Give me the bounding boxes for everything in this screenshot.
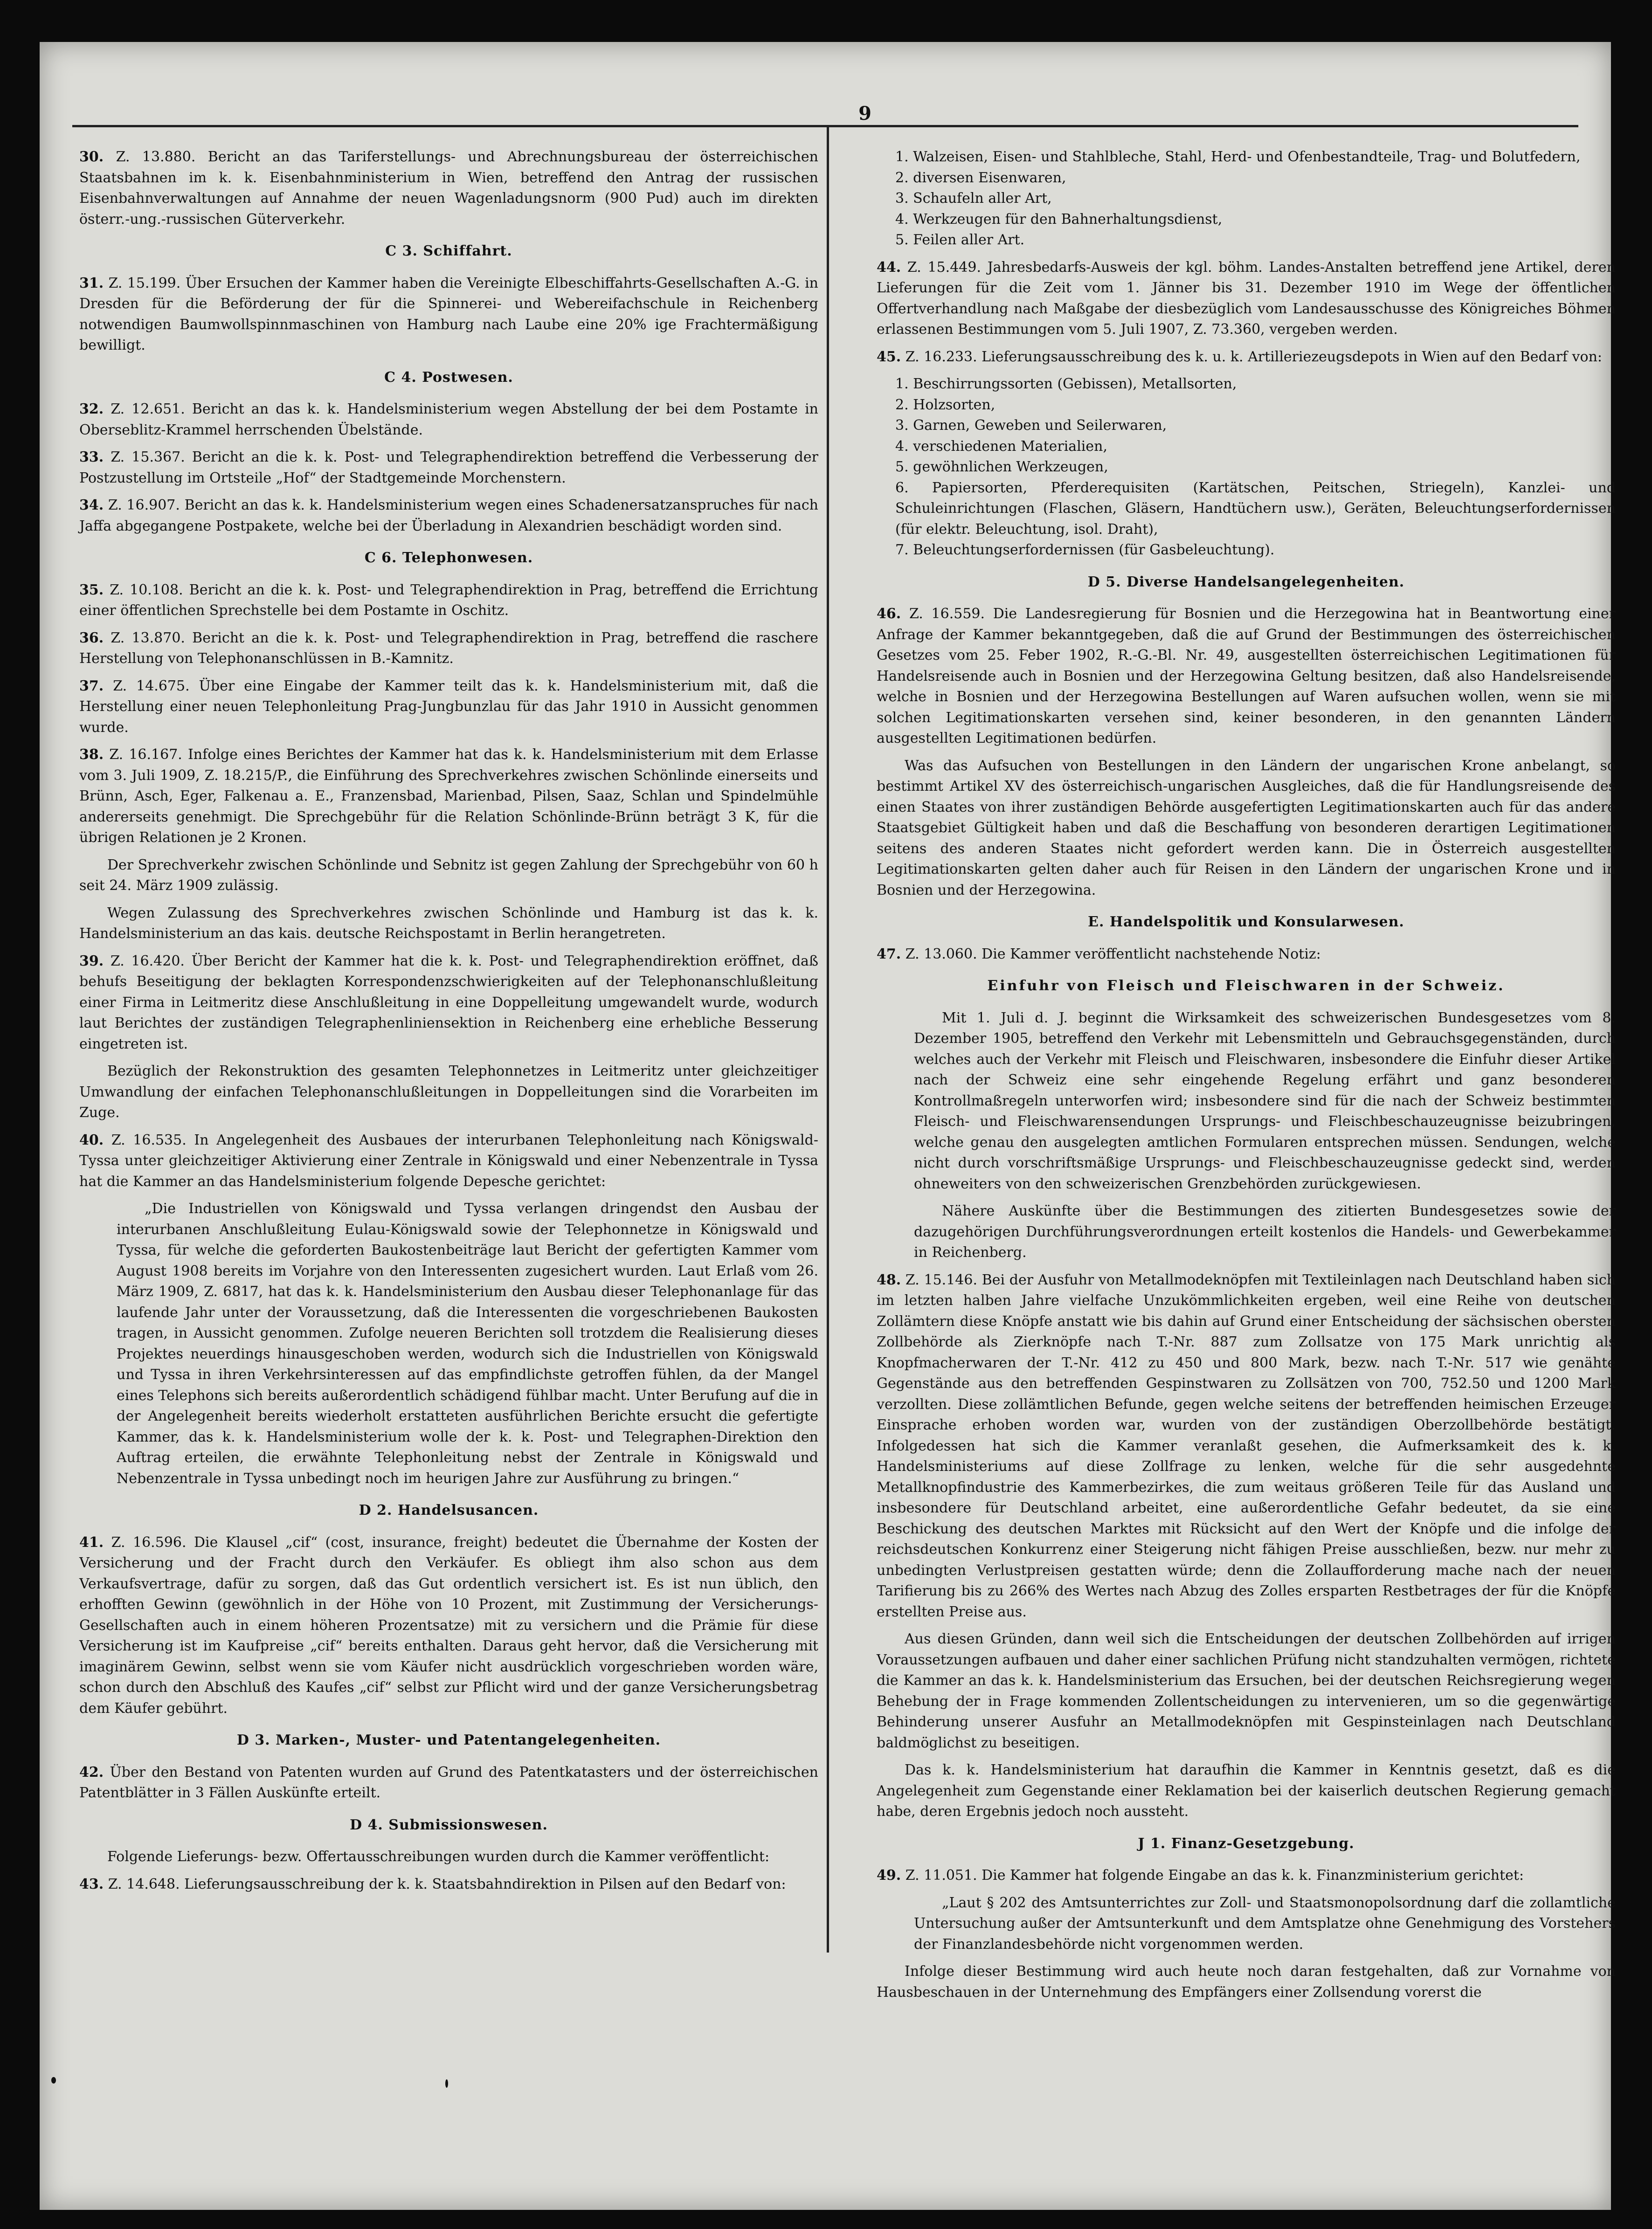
numbered-entry [79, 628, 818, 669]
numbered-entry [877, 944, 1616, 965]
numbered-entry [877, 257, 1616, 340]
header-rule [72, 125, 1578, 127]
numbered-entry [79, 1532, 818, 1719]
numbered-entry [79, 1874, 818, 1895]
paragraph: Was das Aufsuchen von Bestellungen in den Ländern der ungarischen Krone anbelangt, so bestimmt Artikel XV des österreichisch-ungarischen Ausgleiches, daß die für Handlungsreisende des einen Staates von ihrer zuständigen Behörde ausgefertigten Legitimationskarten auch für das andere Staatsgebiet Gültigkeit haben und daß die Beschaffung von besonderen derartigen Legitimationen seitens des anderen Staates nicht gefordert werden kann. Die in Österreich ausgestellten Legitimationskarten gelten daher auch für Reisen in den Ländern der ungarischen Krone und in Bosnien und der Herzegowina. [877, 757, 1616, 898]
section-heading: C 6. Telephonwesen. [364, 550, 533, 566]
section-heading: D 3. Marken-, Muster- und Patentangelegenheiten. [236, 1732, 661, 1748]
section-heading: C 4. Postwesen. [384, 369, 513, 386]
numbered-entry [79, 495, 818, 537]
entry-number: 45. [877, 348, 901, 365]
list-item: 5. Feilen aller Art. [895, 232, 1025, 248]
numbered-entry [79, 147, 818, 230]
list-item: 2. Holzsorten, [895, 396, 995, 413]
numbered-entry [79, 745, 818, 849]
paragraph: Folgende Lieferungs- bezw. Offertausschreibungen wurden durch die Kammer veröffentlicht: [107, 1849, 770, 1865]
list-item: 5. gewöhnlichen Werkzeugen, [895, 459, 1108, 475]
entry-number: 33. [79, 449, 104, 465]
numbered-entry [877, 1270, 1616, 1623]
entry-number: 30. [79, 149, 104, 165]
entry-number: 36. [79, 629, 104, 646]
entry-text: Z. 16.167. Infolge eines Berichtes der Kammer hat das k. k. Handelsministerium mit dem Erlasse vom 3. Juli 1909, Z. 18.215/P., die Einführung des Sprechverkehres zwischen Schönlinde einerseits und Brünn, Asch, Eger, Falkenau a. E., Franzensbad, Marienbad, Pilsen, Saaz, Schlan und Spindelmühle andererseits genehmigt. Die Sprechgebühr für die Relation Schönlinde-Brünn beträgt 3 K, für die übrigen Relationen je 2 Kronen. [79, 746, 818, 846]
entry-text: Z. 16.596. Die Klausel „cif“ (cost, insurance, freight) bedeutet die Übernahme der Kosten der Versicherung und der Fracht durch den Verkäufer. Es obliegt ihm also schon aus dem Verkaufsvertrage, dafür zu sorgen, daß das Gut ordentlich versichert ist. Es ist nun üblich, den erhofften Gewinn (gewöhnlich in der Höhe von 10 Prozent, mit Zustimmung der Versicherungs-Gesellschaften auch in einem höheren Prozentsatze) mit zu versichern und die Prämie für diese Versicherung ist im Kaufpreise „cif“ bereits enthalten. Daraus geht hervor, daß die Versicherung mit imaginärem Gewinn, selbst wenn sie vom Käufer nicht ausdrücklich vorgeschrieben worden wäre, schon durch den Abschluß des Kaufes „cif“ selbst zur Pflicht wird und der ganze Versicherungsbetrag dem Käufer gebührt. [79, 1534, 818, 1717]
quoted-text: „Die Industriellen von Königswald und Tyssa verlangen dringendst den Ausbau der interurbanen Anschlußleitung Eulau-Königswald sowie der Telephonnetze in Königswald und Tyssa, für welche die geforderten Baukostenbeiträge laut Bericht der gefertigten Kammer vom August 1908 bereits im Vorjahre von den Interessenten zugesichert wurden. Laut Erlaß vom 26. März 1909, Z. 6817, hat das k. k. Handelsministerium den Ausbau dieser Telephonanlage für das laufende Jahr unter der Voraussetzung, daß die Interessenten die vorgeschriebenen Baukosten tragen, in Aussicht genommen. Zufolge neueren Berichten soll trotzdem die Realisierung dieses Projektes neuerdings hinausgeschoben werden, wodurch sich die Industriellen von Königswald und Tyssa in ihren Verkehrsinteressen auf das empfindlichste getroffen fühlen, da der Mangel eines Telephons sich bereits außerordentlich schädigend fühlbar macht. Unter Berufung auf die in der Angelegenheit bereits wiederholt erstatteten ausführlichen Berichte ersucht die gefertigte Kammer, das k. k. Handelsministerium wolle der k. k. Post- und Telegraphen-Direktion den Auftrag erteilen, die erwähnte Telephonleitung nebst der Zentrale in Königswald und Nebenzentrale in Tyssa unbedingt noch im heurigen Jahre zur Ausführung zu bringen.“ [117, 1201, 818, 1487]
entry-text: Z. 14.648. Lieferungsausschreibung der k. k. Staatsbahndirektion in Pilsen auf den Bedarf von: [108, 1876, 786, 1892]
paragraph: Das k. k. Handelsministerium hat daraufhin die Kammer in Kenntnis gesetzt, daß es die Angelegenheit zum Gegenstande einer Reklamation bei der kaiserlich deutschen Regierung gemacht habe, deren Ergebnis jedoch noch aussteht. [877, 1762, 1616, 1820]
entry-text: Z. 16.420. Über Bericht der Kammer hat die k. k. Post- und Telegraphendirektion eröffnet, daß behufs Beseitigung der beklagten Korrespondenzschwierigkeiten auf der Telephonanschlußleitung einer Firma in Leitmeritz diese Anschlußleitung in eine Doppelleitung umgewandelt wurde, wodurch laut Berichtes der zuständigen Telegraphenliniensektion in Reichenberg eine erhebliche Besserung eingetreten ist. [79, 952, 818, 1052]
entry-number: 44. [877, 259, 901, 276]
entry-text: Z. 16.907. Bericht an das k. k. Handelsministerium wegen eines Schadenersatzanspruches für nach Jaffa abgegangene Postpakete, welche bei der Überladung in Alexandrien beschädigt worden sind. [79, 497, 818, 534]
entry-text: Z. 13.060. Die Kammer veröffentlicht nachstehende Notiz: [905, 945, 1321, 962]
list-item: 6. Papiersorten, Pferderequisiten (Kartätschen, Peitschen, Striegeln), Kanzlei- und Schuleinrichtungen (Flaschen, Gläsern, Handtüchern usw.), Geräten, Beleuchtungserfordernissen (für elektr. Beleuchtung, isol. Draht), [895, 479, 1616, 538]
paragraph: Wegen Zulassung des Sprechverkehres zwischen Schönlinde und Hamburg ist das k. k. Handelsministerium an das kais. deutsche Reichspostamt in Berlin herangetreten. [79, 904, 818, 942]
entry-number: 49. [877, 1867, 901, 1884]
list-item: 2. diversen Eisenwaren, [895, 169, 1066, 186]
list-item: 3. Garnen, Geweben und Seilerwaren, [895, 417, 1167, 434]
numbered-entry [79, 951, 818, 1055]
section-heading: D 4. Submissionswesen. [350, 1816, 548, 1833]
numbered-entry [79, 399, 818, 441]
entry-number: 32. [79, 401, 104, 417]
numbered-entry [79, 1130, 818, 1193]
section-heading: D 2. Handelsusancen. [359, 1502, 539, 1518]
entry-number: 41. [79, 1534, 104, 1551]
paragraph: Aus diesen Gründen, dann weil sich die Entscheidungen der deutschen Zollbehörden auf irrigen Voraussetzungen aufbauen und daher einer sachlichen Prüfung nicht standzuhalten vermögen, richtete die Kammer an das k. k. Handelsministerium das Ersuchen, bei der deutschen Reichsregierung wegen Behebung der in Frage kommenden Zollentscheidungen zu intervenieren, um so die gegenwärtige Behinderung unserer Ausfuhr an Metallmodeknöpfen mit Gespinsteinlagen nach Deutschland baldmöglichst zu beseitigen. [877, 1631, 1616, 1751]
numbered-entry [877, 347, 1616, 368]
quoted-text: Mit 1. Juli d. J. beginnt die Wirksamkeit des schweizerischen Bundesgesetzes vom 8. Dezember 1905, betreffend den Verkehr mit Lebensmitteln und Gebrauchsgegenständen, durch welches auch der Verkehr mit Fleisch und Fleischwaren, insbesondere die Einfuhr dieser Artikel nach der Schweiz eine sehr eingehende Regelung erfährt und ganz besonderen Kontrollmaßregeln unterworfen wird; insbesondere sind für die nach der Schweiz bestimmten Fleisch- und Fleischwarensendungen Ursprungs- und Fleischbeschauzeugnisse beizubringen, welche genau den ausgelegten amtlichen Formularen entsprechen müssen. Sendungen, welche nicht durch vorschriftsmäßige Ursprungs- und Fleischbeschauzeugnisse gedeckt sind, werden ohneweiters von den schweizerischen Grenzbehörden zurückgewiesen. [914, 1009, 1616, 1192]
list-item: 4. Werkzeugen für den Bahnerhaltungsdienst, [895, 211, 1223, 228]
list-item: 7. Beleuchtungserfordernissen (für Gasbeleuchtung). [895, 542, 1275, 558]
section-heading: J 1. Finanz-Gesetzgebung. [1138, 1835, 1355, 1852]
entry-text: Z. 13.870. Bericht an die k. k. Post- und Telegraphendirektion in Prag, betreffend die raschere Herstellung von Telephonanschlüssen in B.-Kamnitz. [79, 629, 818, 667]
column-divider [827, 125, 829, 1953]
entry-number: 31. [79, 275, 104, 291]
right-column [877, 147, 1616, 2009]
entry-text: Z. 12.651. Bericht an das k. k. Handelsministerium wegen Abstellung der bei dem Postamte in Oberseblitz-Krammel herrschenden Übelstände. [79, 401, 818, 438]
entry-number: 37. [79, 677, 104, 694]
entry-number: 40. [79, 1132, 104, 1148]
numbered-entry [79, 1762, 818, 1804]
entry-text: Über den Bestand von Patenten wurden auf Grund des Patentkatasters und der österreichischen Patentblätter in 3 Fällen Auskünfte erteilt. [79, 1764, 818, 1801]
entry-text: Z. 16.559. Die Landesregierung für Bosnien und die Herzegowina hat in Beantwortung einer Anfrage der Kammer bekanntgegeben, daß die auf Grund der Bestimmungen des österreichischen Gesetzes vom 25. Feber 1902, R.-G.-Bl. Nr. 49, ausgestellten österreichischen Legitimationen für Handelsreisende auch in Bosnien und der Herzegowina Geltung besitzen, daß also Handelsreisende, welche in Bosnien und der Herzegowina Bestellungen auf Waren aufsuchen wollen, wenn sie mit solchen Legitimationskarten versehen sind, keiner besonderen, in den genannten Ländern ausgestellten Legitimationen bedürfen. [877, 606, 1616, 746]
subheading: Einfuhr von Fleisch und Fleischwaren in der Schweiz. [987, 978, 1505, 994]
entry-text: Z. 13.880. Bericht an das Tariferstellungs- und Abrechnungsbureau der österreichischen Staatsbahnen im k. k. Eisenbahnministerium in Wien, betreffend den Antrag der russischen Eisenbahnverwaltungen auf Annahme der neuen Wagenladungsnorm (900 Pud) auch im direkten österr.-ung.-russischen Güterverkehr. [79, 149, 818, 228]
quoted-text: „Laut § 202 des Amtsunterrichtes zur Zoll- und Staatsmonopolsordnung darf die zollamtliche Untersuchung außer der Amtsunterkunft und dem Amtsplatze ohne Genehmigung des Vorstehers der Finanzlandesbehörde nicht vorgenommen werden. [914, 1894, 1616, 1953]
entry-text: Z. 15.199. Über Ersuchen der Kammer haben die Vereinigte Elbeschiffahrts-Gesellschaften A.-G. in Dresden für die Beförderung der für die Spinnerei- und Webereifachschule in Reichenberg notwendigen Baumwollspinnmaschinen von Hamburg nach Laube eine 20% ige Frachtermäßigung bewilligt. [79, 275, 818, 353]
entry-text: Z. 10.108. Bericht an die k. k. Post- und Telegraphendirektion in Prag, betreffend die Errichtung einer öffentlichen Sprechstelle bei dem Postamte in Oschitz. [79, 581, 818, 619]
numbered-entry [79, 273, 818, 356]
item-list [877, 374, 1616, 561]
speck [445, 2079, 448, 2088]
entry-text: Z. 16.233. Lieferungsausschreibung des k. u. k. Artilleriezeugsdepots in Wien auf den Bedarf von: [905, 348, 1602, 365]
quoted-text: Nähere Auskünfte über die Bestimmungen des zitierten Bundesgesetzes sowie der dazugehörigen Durchführungsverordnungen erteilt kostenlos die Handels- und Gewerbekammer in Reichenberg. [914, 1203, 1616, 1261]
section-heading: C 3. Schiffahrt. [385, 243, 512, 259]
entry-number: 48. [877, 1271, 901, 1288]
entry-number: 38. [79, 746, 104, 763]
entry-number: 42. [79, 1764, 104, 1780]
entry-text: Z. 11.051. Die Kammer hat folgende Eingabe an das k. k. Finanzministerium gerichtet: [905, 1867, 1524, 1884]
numbered-entry [877, 604, 1616, 749]
paragraph: Bezüglich der Rekonstruktion des gesamten Telephonnetzes in Leitmeritz unter gleichzeitiger Umwandlung der einfachen Telephonanschlußleitungen in Doppelleitungen sind die Vorarbeiten im Zuge. [79, 1063, 818, 1121]
left-column [79, 147, 818, 1901]
entry-number: 34. [79, 497, 104, 513]
numbered-entry [79, 676, 818, 738]
list-item: 1. Walzeisen, Eisen- und Stahlbleche, Stahl, Herd- und Ofenbestandteile, Trag- und Bolutfedern, [895, 149, 1581, 165]
item-list [877, 147, 1616, 251]
list-item: 4. verschiedenen Materialien, [895, 438, 1107, 455]
entry-number: 39. [79, 952, 104, 969]
entry-number: 46. [877, 606, 901, 622]
entry-number: 47. [877, 945, 901, 962]
entry-text: Z. 16.535. In Angelegenheit des Ausbaues der interurbanen Telephonleitung nach Königswald-Tyssa unter gleichzeitiger Aktivierung einer Zentrale in Königswald und einer Nebenzentrale in Tyssa hat die Kammer an das Handelsministerium folgende Depesche gerichtet: [79, 1132, 818, 1190]
speck [51, 2077, 56, 2084]
list-item: 3. Schaufeln aller Art, [895, 190, 1052, 207]
list-item: 1. Beschirrungssorten (Gebissen), Metallsorten, [895, 376, 1237, 392]
entry-number: 35. [79, 581, 104, 598]
page-number: 9 [858, 103, 871, 124]
numbered-entry [79, 580, 818, 621]
entry-number: 43. [79, 1876, 104, 1892]
entry-text: Z. 14.675. Über eine Eingabe der Kammer teilt das k. k. Handelsministerium mit, daß die Herstellung einer neuen Telephonleitung Prag-Jungbunzlau für das Jahr 1910 in Aussicht genommen wurde. [79, 677, 818, 736]
numbered-entry [79, 447, 818, 489]
section-heading: D 5. Diverse Handelsangelegenheiten. [1087, 573, 1405, 590]
numbered-entry [877, 1865, 1616, 1886]
section-heading: E. Handelspolitik und Konsularwesen. [1088, 914, 1404, 930]
paragraph: Der Sprechverkehr zwischen Schönlinde und Sebnitz ist gegen Zahlung der Sprechgebühr von 60 h seit 24. März 1909 zulässig. [79, 856, 818, 894]
entry-text: Z. 15.146. Bei der Ausfuhr von Metallmodeknöpfen mit Textileinlagen nach Deutschland haben sich im letzten halben Jahre vielfache Unzukömmlichkeiten ergeben, weil eine Reihe von deutschen Zollämtern diese Knöpfe anstatt wie bis dahin auf Grund einer Entscheidung der sächsischen obersten Zollbehörde als Zierknöpfe nach T.-Nr. 887 zum Zollsatze von 175 Mark unrichtig als Knopfmacherwaren der T.-Nr. 412 zu 450 und 800 Mark, bezw. nach T.-Nr. 517 wie genähte Gegenstände aus den betreffenden Gespinstwaren zu Zollsätzen von 700, 752.50 und 1200 Mark verzollten. Diese zollämtlichen Befunde, gegen welche seitens der betreffenden heimischen Erzeuger Einsprache erhoben worden war, wurden von der zuständigen Oberzollbehörde bestätigt. Infolgedessen hat sich die Kammer veranlaßt gesehen, die Aufmerksamkeit des k. k. Handelsministeriums auf diese Zollfrage zu lenken, welche für die sehr ausgedehnte Metallknopfindustrie des Kammerbezirkes, die zum weitaus größeren Teile für das Ausland und insbesondere für Deutschland arbeitet, eine außerordentliche Gefahr bedeutet, da sie eine Beschickung des deutschen Marktes mit Rücksicht auf den Wert der Knöpfe und die infolge der reichsdeutschen Konkurrenz einer Steigerung nicht fähigen Preise ausschließen, bezw. nur mehr zu unbedingten Verlustpreisen gestatten würde; denn die Zollaufforderung mache nach der neuen Tarifierung bis zu 266% des Wertes nach Abzug des Zolles ersparten Restbetrages der für die Knöpfe erstellten Preise aus. [877, 1271, 1616, 1620]
entry-text: Z. 15.449. Jahresbedarfs-Ausweis der kgl. böhm. Landes-Anstalten betreffend jene Artikel, deren Lieferungen für die Zeit vom 1. Jänner bis 31. Dezember 1910 im Wege der öffentlichen Offertverhandlung nach Maßgabe der diesbezüglich vom Landesausschusse des Königreiches Böhmen erlassenen Bestimmungen vom 5. Juli 1907, Z. 73.360, vergeben werden. [877, 259, 1616, 338]
entry-text: Z. 15.367. Bericht an die k. k. Post- und Telegraphendirektion betreffend die Verbesserung der Postzustellung im Ortsteile „Hof“ der Stadtgemeinde Morchenstern. [79, 449, 818, 486]
paragraph: Infolge dieser Bestimmung wird auch heute noch daran festgehalten, daß zur Vornahme von Hausbeschauen in der Unternehmung des Empfängers einer Zollsendung vorerst die [877, 1963, 1616, 2001]
